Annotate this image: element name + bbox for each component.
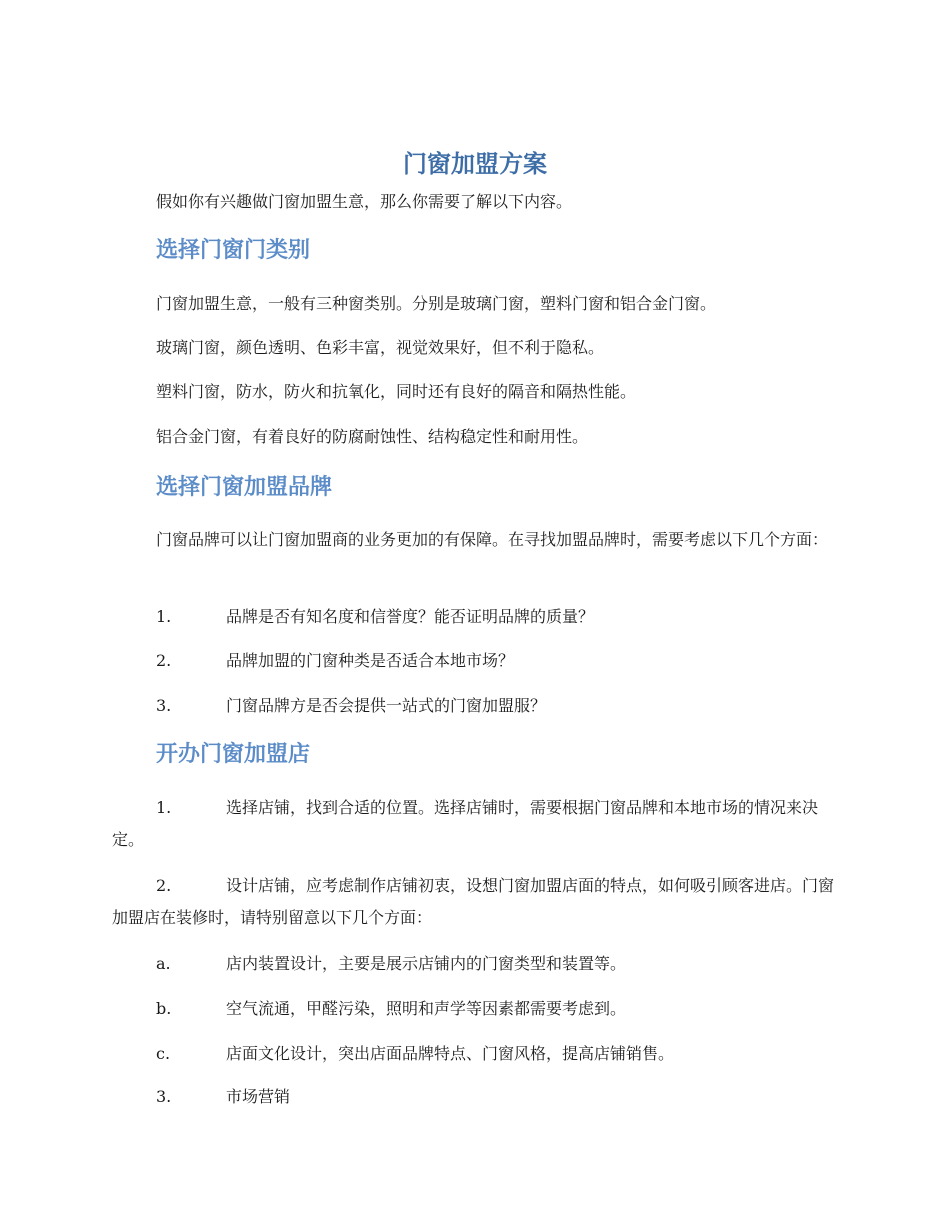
list-letter: c. [156, 1044, 171, 1063]
numbered-paragraph [112, 792, 838, 856]
list-item [156, 1038, 846, 1070]
list-text: 设计店铺，应考虑制作店铺初衷，设想门窗加盟店面的特点，如何吸引顾客进店。门窗加盟店在装修时，请特别留意以下几个方面： [112, 876, 835, 927]
paragraph: 铝合金门窗，有着良好的防腐耐蚀性、结构稳定性和耐用性。 [156, 427, 589, 446]
list-item [156, 601, 846, 633]
list-text: 店内装置设计，主要是展示店铺内的门窗类型和装置等。 [226, 954, 627, 973]
paragraph: 门窗加盟生意，一般有三种窗类别。分别是玻璃门窗，塑料门窗和铝合金门窗。 [156, 294, 717, 313]
list-text: 品牌是否有知名度和信誉度？能否证明品牌的质量？ [226, 607, 595, 626]
intro-paragraph: 假如你有兴趣做门窗加盟生意，那么你需要了解以下内容。 [156, 192, 573, 211]
list-text: 选择店铺，找到合适的位置。选择店铺时，需要根据门窗品牌和本地市场的情况来决定。 [112, 798, 819, 849]
numbered-paragraph [112, 870, 838, 934]
list-item [156, 993, 846, 1025]
list-item [156, 690, 846, 722]
list-number: 1. [156, 798, 172, 817]
list-text: 店面文化设计，突出店面品牌特点、门窗风格，提高店铺销售。 [226, 1044, 675, 1063]
paragraph: 塑料门窗，防水，防火和抗氧化，同时还有良好的隔音和隔热性能。 [156, 382, 637, 401]
section-heading-brand: 选择门窗加盟品牌 [156, 475, 333, 500]
list-number: 2. [156, 651, 172, 670]
list-letter: a. [156, 954, 171, 973]
paragraph: 玻璃门窗，颜色透明、色彩丰富，视觉效果好，但不利于隐私。 [156, 338, 605, 357]
list-number: 3. [156, 1087, 172, 1106]
list-text: 品牌加盟的门窗种类是否适合本地市场？ [226, 651, 515, 670]
list-item [156, 1081, 846, 1113]
list-text: 门窗品牌方是否会提供一站式的门窗加盟服？ [226, 696, 547, 715]
list-number: 2. [156, 876, 172, 895]
list-text: 空气流通，甲醛污染，照明和声学等因素都需要考虑到。 [226, 999, 627, 1018]
paragraph: 门窗品牌可以让门窗加盟商的业务更加的有保障。在寻找加盟品牌时，需要考虑以下几个方面： [156, 530, 829, 549]
section-heading-category: 选择门窗门类别 [156, 238, 311, 263]
list-item [156, 645, 846, 677]
section-heading-store: 开办门窗加盟店 [156, 742, 311, 767]
list-item [156, 948, 846, 980]
list-number: 1. [156, 607, 172, 626]
list-letter: b. [156, 999, 172, 1018]
list-number: 3. [156, 696, 172, 715]
document-title: 门窗加盟方案 [403, 150, 547, 178]
list-text: 市场营销 [226, 1087, 291, 1106]
